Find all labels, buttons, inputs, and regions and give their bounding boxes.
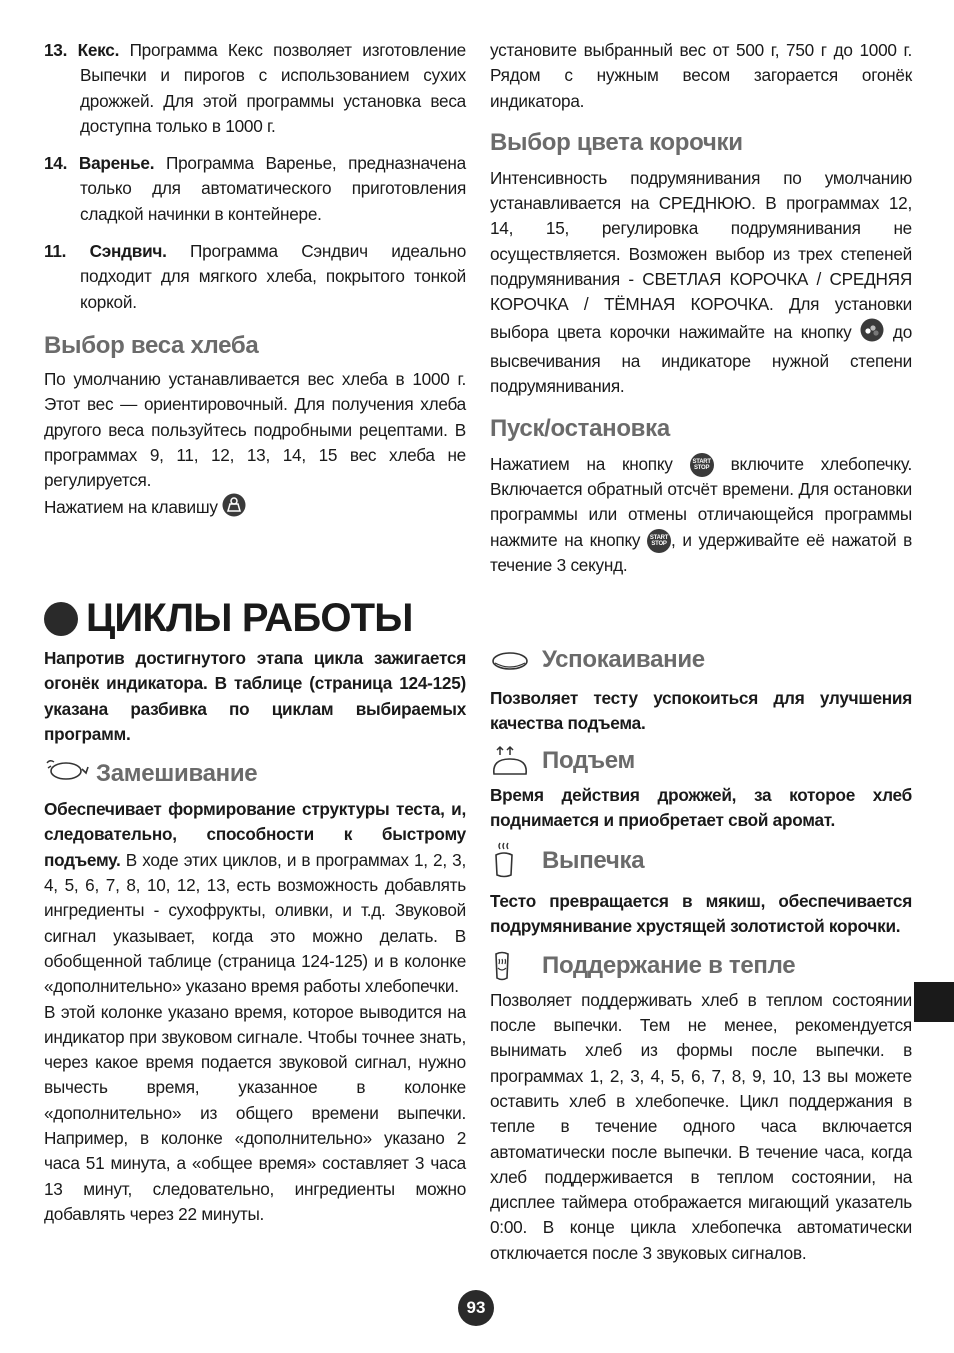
cycles-intro: Напротив достигнутого этапа цикла зажигается огонёк индикатора. В таблице (страница 124-125) указана разбивка по циклам выбираемых программ. (44, 648, 466, 744)
rest-title: Успокаивание (542, 646, 705, 673)
stop-label: STOP (651, 541, 667, 548)
left-column-top (44, 38, 466, 525)
start-stop-button-icon (647, 529, 671, 553)
right-column-bottom (490, 644, 912, 1266)
crust-heading: Выбор цвета корочки (490, 128, 743, 156)
bake-text: Тесто превращается в мякиш, обеспечивается подрумянивание хрустящей золотистой корочки. (490, 891, 912, 937)
item-number: 13. (44, 40, 68, 60)
page-number: 93 (458, 1290, 494, 1326)
start-label: START (649, 535, 669, 542)
right-column-top (490, 38, 912, 578)
kneading-text-1: В ходе этих циклов, и в программах 1, 2, 3, 4, 5, 6, 7, 8, 10, 12, 13, есть возможность добавлять ингредиенты - сухофрукты, оливки, и т.д. Звуковой сигнал указывает, когда это можно делать. В обобщенной таблице (страница 124-125) и в колонке «дополнительно» указано время работы хлебопечки. (44, 849, 466, 997)
crust-button-icon (860, 318, 884, 349)
startstop-text-c: , и удерживайте её нажатой в течение 3 секунд. (490, 529, 912, 576)
start-label: START (692, 459, 711, 466)
weight-paragraph-2 (44, 493, 466, 524)
rise-title: Подъем (542, 746, 635, 774)
startstop-heading: Пуск/остановка (490, 414, 670, 442)
rest-text: Позволяет тесту успокоиться для улучшения качества подъема. (490, 688, 912, 734)
rise-heading (490, 745, 912, 777)
program-item-13 (44, 38, 466, 139)
weight-heading: Выбор веса хлеба (44, 331, 259, 359)
keepwarm-text: Позволяет поддерживать хлеб в теплом состоянии после выпечки. Тем не менее, рекомендуется вынимать хлеб из формы после выпечки. в программах 1, 2, 3, 4, 5, 6, 7, 8, 9, 10, 13 вы можете оставить хлеб в хлебопечке. Цикл поддержания в тепле в течение одного часа включается автоматически после выпечки. В течение часа, когда хлеб поддерживается в теплом состоянии, на дисплее таймера отображается мигающий указатель 0:00. В конце цикла хлебопечка автоматически отключается после 3 звуковых сигналов. (490, 989, 912, 1263)
kneading-icon (44, 757, 90, 791)
kneading-heading (44, 757, 466, 791)
cycles-title-block (44, 596, 413, 641)
weight-paragraph-1: По умолчанию устанавливается вес хлеба в 1000 г. Этот вес — ориентировочный. Для получения хлеба другого веса пользуйтесь подробными рецептами. В программах 9, 11, 12, 13, 14, 15 вес хлеба не регулируется. (44, 368, 466, 491)
kneading-title: Замешивание (96, 760, 258, 788)
cycles-bullet-icon (44, 602, 78, 636)
bake-heading (490, 841, 912, 881)
kneading-paragraph-2: В этой колонке указано время, которое выводится на индикатор при звуковом сигнале. Чтобы точнее знать, через какое время подается звуковой сигнал, нужно вычесть время, указанное в колонке «дополнительно» из общего времени выпечки. Например, в колонке «дополнительно» указано 2 часа 51 минута, а «общее время» составляет 3 часа 13 минут, следовательно, ингредиенты можно добавлять через 22 минуты. (44, 1001, 466, 1224)
item-name: Сэндвич. (89, 241, 167, 262)
cycles-title: ЦИКЛЫ РАБОТЫ (86, 596, 413, 640)
left-column-bottom (44, 646, 466, 1227)
bake-title: Выпечка (542, 847, 645, 875)
item-number: 11. (44, 241, 67, 262)
weight-paragraph-2-cont: установите выбранный вес от 500 г, 750 г до 1000 г. Рядом с нужным весом загорается огонёк индикатора. (490, 40, 912, 111)
program-item-14 (44, 151, 466, 227)
weight-button-icon (222, 493, 246, 524)
crust-text-before: Интенсивность подрумянивания по умолчанию устанавливается на СРЕДНЮЮ. В программах 12, 14, 15, регулировка подрумянивания не осуществляется. Возможен выбор из трех степеней подрумянивания - СВЕТЛАЯ КОРОЧКА / СРЕДНЯЯ КОРОЧКА / ТЁМНАЯ КОРОЧКА. Для установки выбора цвета корочки нажимайте на кнопку (490, 167, 912, 342)
rise-text: Время действия дрожжей, за которое хлеб поднимается и приобретает свой аромат. (490, 784, 912, 830)
bake-icon (490, 841, 530, 881)
weight-text-before: Нажатием на клавишу (44, 497, 218, 518)
crust-text-after: до высвечивания на индикаторе нужной степени подрумянивания. (490, 321, 913, 397)
stop-label: STOP (694, 465, 710, 472)
item-text: Программа Варенье, предназначена только для автоматического приготовления сладкой начинки в контейнере. (80, 153, 466, 224)
rest-heading (490, 644, 912, 676)
rest-icon (490, 644, 530, 676)
item-name: Кекс. (77, 40, 120, 60)
keepwarm-title: Поддержание в тепле (542, 951, 796, 979)
item-number: 14. (44, 153, 68, 174)
item-text: Программа Кекс позволяет изготовление Выпечки и пирогов с использованием сухих дрожжей. Для этой программы установка веса доступна только в 1000 г. (80, 40, 466, 136)
item-text: Программа Сэндвич идеально подходит для мягкого хлеба, покрытого тонкой коркой. (80, 241, 466, 312)
kneading-paragraph-1 (44, 797, 466, 999)
keepwarm-heading (490, 950, 912, 982)
startstop-text-a: Нажатием на кнопку (490, 453, 673, 474)
startstop-paragraph (490, 452, 912, 579)
rise-icon (490, 745, 530, 777)
section-tab-marker (914, 982, 954, 1022)
startstop-text-b: включите хлебопечку. Включается обратный отсчёт времени. Для остановки программы или отмены отличающейся программы нажмите на кнопку (490, 453, 912, 550)
kneading-bold: Обеспечивает формирование структуры теста, и, следовательно, способности к быстрому подъему. (44, 799, 466, 870)
keep-warm-icon (490, 950, 530, 982)
item-name: Варенье. (78, 153, 155, 174)
program-item-11 (44, 239, 466, 315)
start-stop-button-icon (690, 453, 714, 477)
crust-paragraph (490, 166, 912, 400)
